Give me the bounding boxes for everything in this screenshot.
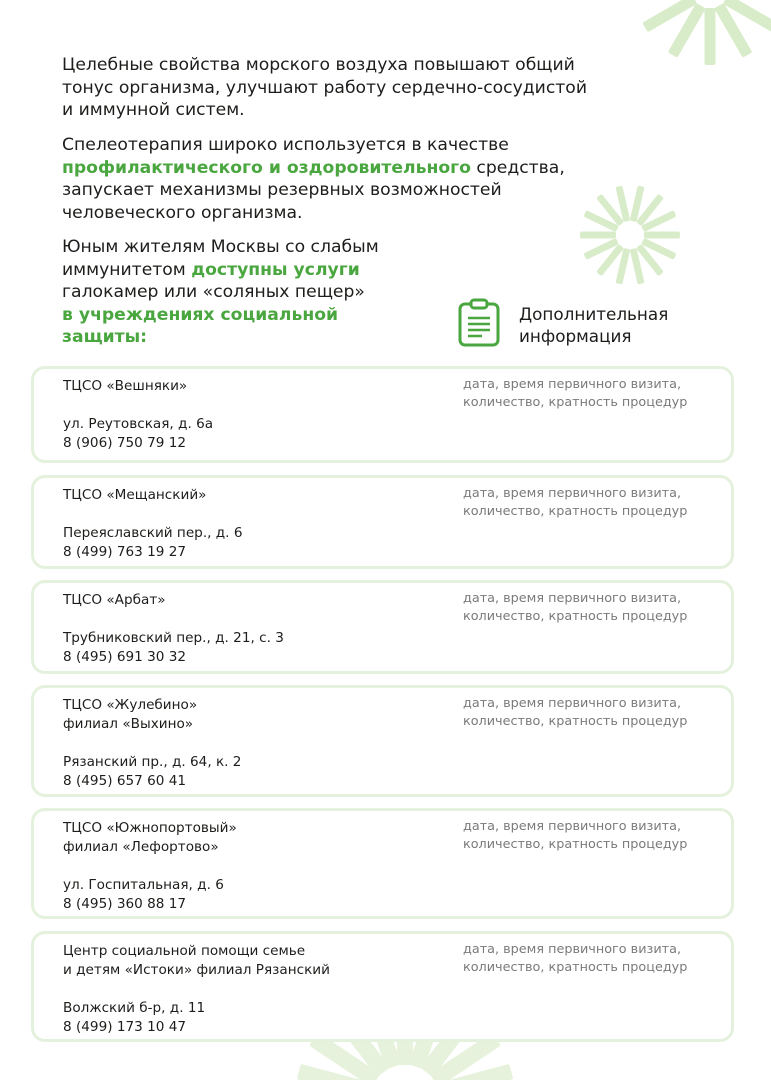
visit-info-line: дата, время первичного визита,: [463, 377, 682, 392]
intro-p2-line: запускает механизмы резервных возможностей: [62, 180, 502, 200]
intro-p3-highlight: в учреждениях социальной: [62, 304, 339, 325]
visit-info-line: количество, кратность процедур: [463, 503, 688, 519]
institution-name-line: филиал «Выхино»: [63, 716, 194, 732]
institution-card: [31, 685, 734, 797]
institution-name: [63, 486, 242, 505]
intro-p2-line: Спелеотерапия широко используется в качестве: [62, 135, 509, 155]
visit-info-note: [463, 695, 687, 730]
visit-info-note: [463, 818, 687, 853]
institution-phone: 8 (495) 360 88 17: [63, 896, 187, 912]
visit-info-line: количество, кратность процедур: [463, 394, 688, 410]
visit-info-line: дата, время первичного визита,: [463, 486, 682, 501]
visit-info-note: [463, 485, 687, 520]
additional-info-label: [519, 303, 668, 347]
decorative-ray: [644, 232, 680, 239]
visit-info-line: дата, время первичного визита,: [463, 942, 682, 957]
additional-info-header: [457, 298, 668, 352]
institution-card: [31, 580, 734, 674]
visit-info-note: [463, 590, 687, 625]
institution-address: Трубниковский пер., д. 21, с. 3: [63, 630, 284, 646]
additional-info-label-line: информация: [519, 326, 632, 346]
intro-p2-line: человеческого организма.: [62, 202, 303, 223]
decorative-burst-top-right: [620, 0, 771, 90]
institution-name-line: ТЦСО «Жулебино»: [63, 697, 198, 713]
additional-info-label-line: Дополнительная: [519, 304, 669, 324]
intro-p2-line: средства,: [470, 157, 565, 178]
decorative-ray: [580, 232, 616, 239]
institution-address: Рязанский пр., д. 64, к. 2: [63, 754, 242, 770]
institution-name-line: филиал «Лефортово»: [63, 839, 219, 855]
institution-phone: 8 (906) 750 79 12: [63, 435, 187, 451]
intro-p1-line: и иммунной систем.: [62, 100, 245, 120]
visit-info-note: [463, 941, 687, 976]
institution-name-line: Центр социальной помощи семье: [63, 943, 306, 959]
intro-p3-line: галокамер или «соляных пещер»: [62, 282, 365, 302]
institution-name: [63, 819, 237, 857]
institution-card: [31, 366, 734, 463]
institution-name: [63, 942, 330, 980]
institution-card: [31, 808, 734, 919]
intro-p1-line: Целебные свойства морского воздуха повышают общий: [62, 55, 575, 75]
institution-card: [31, 475, 734, 569]
visit-info-line: дата, время первичного визита,: [463, 696, 682, 711]
institution-name: [63, 377, 213, 396]
intro-p2-highlight: профилактического и оздоровительного: [62, 157, 471, 178]
institution-address: ул. Реутовская, д. 6а: [63, 416, 214, 432]
institution-phone: 8 (495) 691 30 32: [63, 649, 187, 665]
intro-p3-highlight: защиты:: [62, 327, 148, 347]
institution-name-line: и детям «Истоки» филиал Рязанский: [63, 962, 330, 978]
institution-card: [31, 931, 734, 1042]
institution-name-line: ТЦСО «Южнопортовый»: [63, 820, 237, 836]
visit-info-line: дата, время первичного визита,: [463, 591, 682, 606]
visit-info-line: количество, кратность процедур: [463, 836, 688, 852]
institution-address: Переяславский пер., д. 6: [63, 525, 243, 541]
institution-name-line: ТЦСО «Вешняки»: [63, 378, 188, 394]
institution-name-line: ТЦСО «Арбат»: [63, 592, 166, 608]
clipboard-list-icon: [457, 298, 501, 352]
intro-paragraph-1: [62, 54, 587, 122]
intro-paragraph-3: [62, 236, 379, 349]
institution-address: Волжский б-р, д. 11: [63, 1000, 206, 1016]
intro-p3-line: иммунитетом: [62, 259, 192, 280]
institution-phone: 8 (499) 763 19 27: [63, 544, 187, 560]
institution-phone: 8 (499) 173 10 47: [63, 1019, 187, 1035]
intro-p3-line: Юным жителям Москвы со слабым: [62, 237, 379, 257]
visit-info-line: количество, кратность процедур: [463, 959, 688, 975]
visit-info-line: количество, кратность процедур: [463, 608, 688, 624]
institution-phone: 8 (495) 657 60 41: [63, 773, 187, 789]
institution-name-line: ТЦСО «Мещанский»: [63, 487, 207, 503]
institution-name: [63, 591, 284, 610]
institution-name: [63, 696, 241, 734]
visit-info-line: количество, кратность процедур: [463, 713, 688, 729]
decorative-ray: [705, 8, 716, 65]
intro-paragraph-2: [62, 134, 565, 224]
visit-info-note: [463, 376, 687, 411]
institution-address: ул. Госпитальная, д. 6: [63, 877, 224, 893]
intro-p1-line: тонус организма, улучшают работу сердечно-сосудистой: [62, 77, 587, 98]
intro-p3-highlight: доступны услуги: [191, 259, 360, 280]
decorative-burst-middle-right: [575, 180, 685, 290]
visit-info-line: дата, время первичного визита,: [463, 819, 682, 834]
